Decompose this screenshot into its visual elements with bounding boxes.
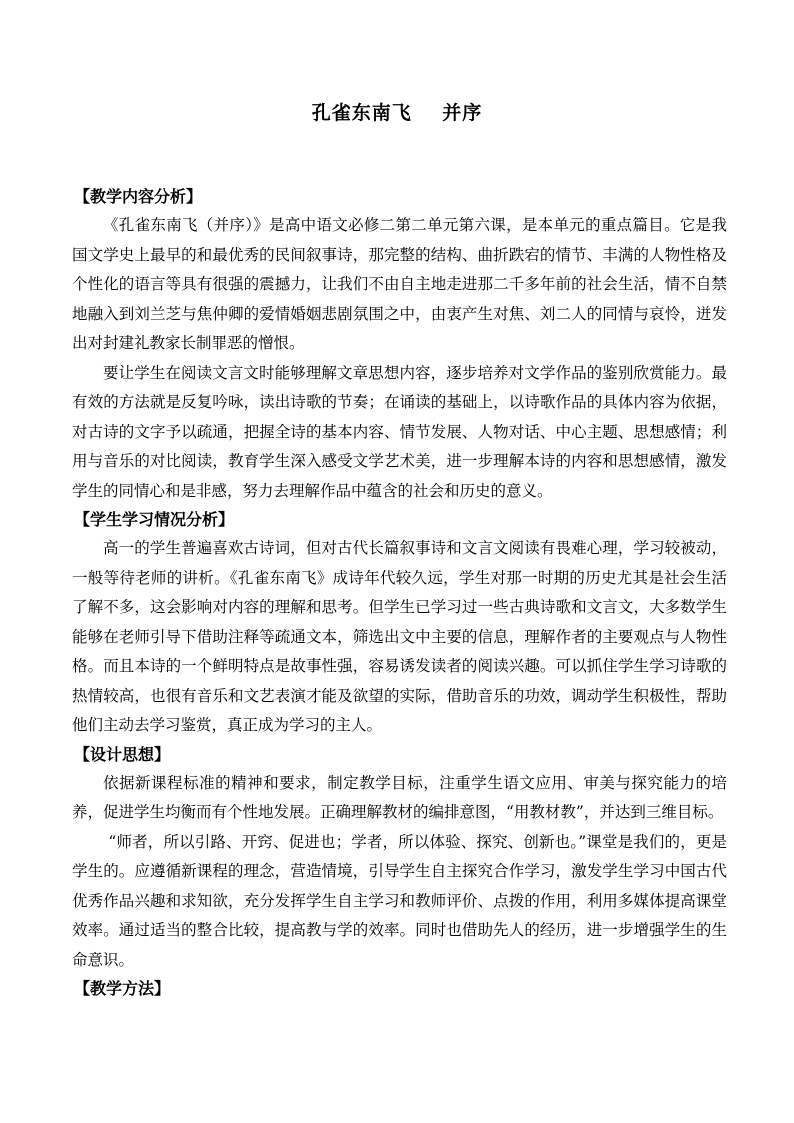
section-design-idea — [72, 741, 727, 976]
paragraph: 要让学生在阅读文言文时能够理解文章思想内容，逐步培养对文学作品的鉴别欣赏能力。最有效的方法就是反复吟咏，读出诗歌的节奏；在诵读的基础上，以诗歌作品的具体内容为依据，对古诗的文字予以疏通，把握全诗的基本内容、情节发展、人物对话、中心主题、思想感情；利用与音乐的对比阅读，教育学生深入感受文学艺术美，进一步理解本诗的内容和思想感情，激发学生的同情心和是非感，努力去理解作品中蕴含的社会和历史的意义。 — [72, 363, 727, 500]
section-teaching-method — [72, 975, 727, 1003]
section-student-analysis — [72, 506, 727, 741]
section-content-analysis — [72, 183, 727, 506]
paragraph: 《孔雀东南飞（并序）》是高中语文必修二第二单元第六课，是本单元的重点篇目。它是我国文学史上最早的和最优秀的民间叙事诗，那完整的结构、曲折跌宕的情节、丰满的人物性格及个性化的语言等具有很强的震撼力，让我们不由自主地走进那二千多年前的社会生活，情不自禁地融入到刘兰芝与焦仲卿的爱情婚姻悲剧氛围之中，由衷产生对焦、刘二人的同情与哀怜，迸发出对封建礼教家长制罪恶的憎恨。 — [72, 216, 727, 352]
document-body — [72, 183, 727, 1003]
section-heading: 【教学内容分析】 — [74, 187, 203, 206]
section-heading: 【学生学习情况分析】 — [74, 510, 235, 529]
paragraph: “师者，所以引路、开窍、促进也；学者，所以体验、探究、创新也。”课堂是我们的，更是学生的。应遵循新课程的理念，营造情境，引导学生自主探究合作学习，激发学生学习中国古代优秀作品兴趣和求知欲，充分发挥学生自主学习和教师评价、点拨的作用，利用多媒体提高课堂效率。通过适当的整合比较，提高教与学的效率。同时也借助先人的经历，进一步增强学生的生命意识。 — [72, 832, 727, 969]
section-heading: 【设计思想】 — [74, 744, 171, 764]
document-title: 孔雀东南飞 并序 — [311, 102, 483, 124]
paragraph: 高一的学生普遍喜欢古诗词，但对古代长篇叙事诗和文言文阅读有畏难心理，学习较被动，一般等待老师的讲析。《孔雀东南飞》成诗年代较久远，学生对那一时期的历史尤其是社会生活了解不多，这会影响对内容的理解和思考。但学生已学习过一些古典诗歌和文言文，大多数学生能够在老师引导下借助注释等疏通文本，筛选出文中主要的信息，理解作者的主要观点与人物性格。而且本诗的一个鲜明特点是故事性强，容易诱发读者的阅读兴趣。可以抓住学生学习诗歌的热情较高，也很有音乐和文艺表演才能及欲望的实际，借助音乐的功效，调动学生积极性，帮助他们主动去学习鉴赏，真正成为学习的主人。 — [72, 539, 727, 734]
paragraph: 依据新课程标准的精神和要求，制定教学目标，注重学生语文应用、审美与探究能力的培养，促进学生均衡而有个性地发展。正确理解教材的编排意图，“用教材教”，并达到三维目标。 — [72, 773, 727, 821]
section-heading: 【教学方法】 — [74, 979, 171, 998]
